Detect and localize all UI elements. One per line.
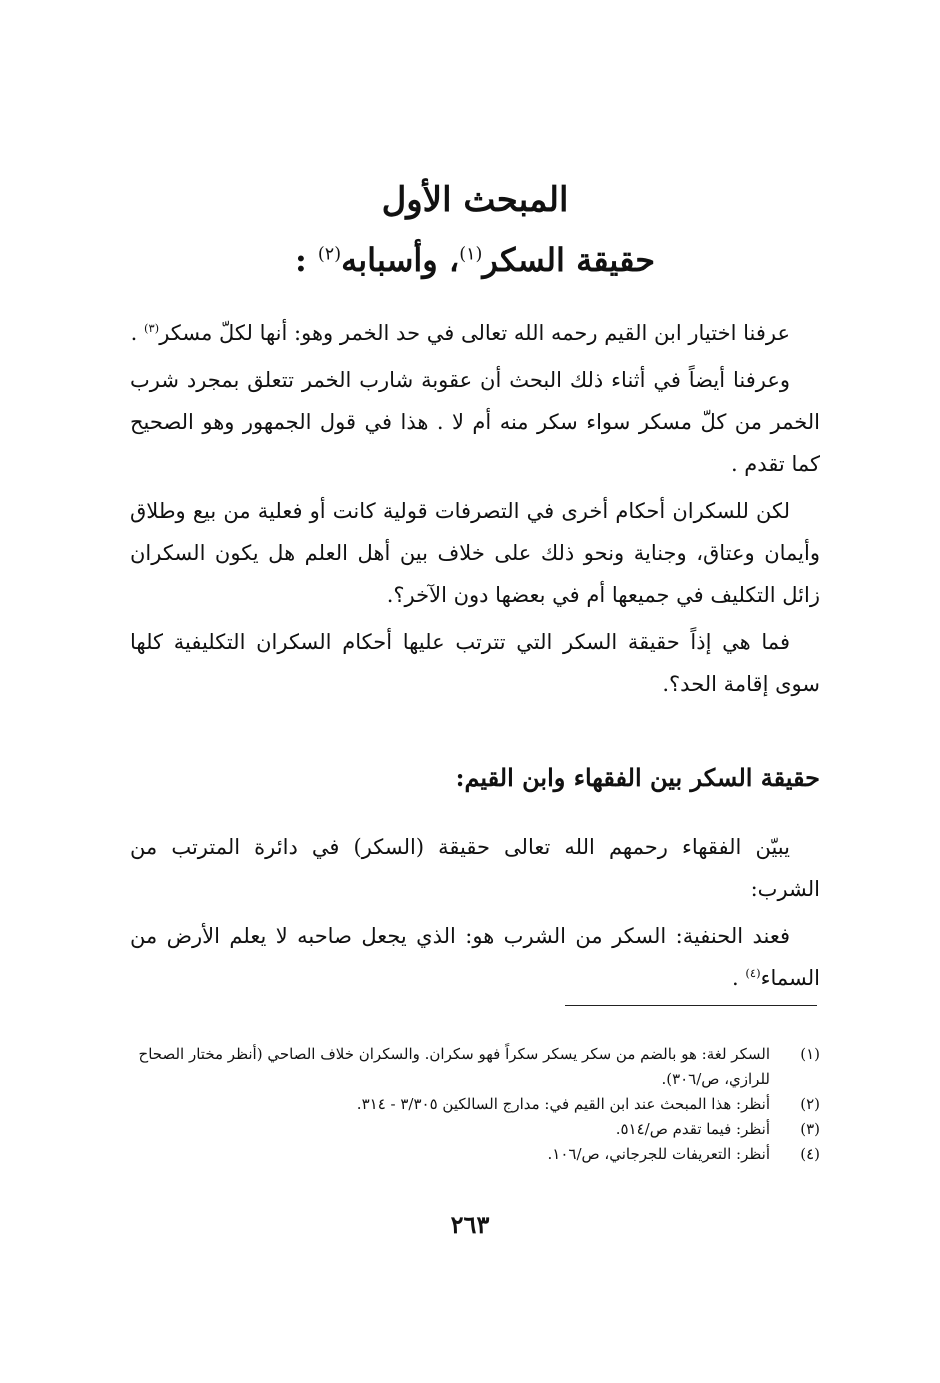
- chapter-title-text: المبحث الأول: [381, 180, 569, 220]
- intro-p1-end: .: [130, 321, 144, 345]
- footnote-text: أنظر: التعريفات للجرجاني، ص/١٠٦.: [547, 1145, 770, 1163]
- footnote-number: (٢): [800, 1095, 820, 1113]
- footnote-ref-4: (٤): [745, 966, 761, 980]
- chapter-subtitle: [130, 236, 820, 284]
- footnote-text: أنظر: فيما تقدم ص/٥١٤.: [615, 1120, 770, 1138]
- section-body: [130, 826, 820, 1004]
- footnote-number: (٣): [800, 1120, 820, 1138]
- footnote-4: [126, 1142, 820, 1167]
- page-number: ٢٦٣: [450, 1210, 490, 1239]
- footnote-text: السكر لغة: هو بالضم من سكر يسكر سكراً فهو سكران. والسكران خلاف الصاحي (أنظر مختار الصحاح للرازي، ص/٣٠٦).: [138, 1045, 770, 1088]
- footnote-text: أنظر: هذا المبحث عند ابن القيم في: مدارج السالكين ٣/٣٠٥ - ٣١٤.: [356, 1095, 770, 1113]
- footnote-number: (١): [800, 1045, 820, 1063]
- footnote-1: [126, 1042, 820, 1092]
- intro-p1-text: عرفنا اختيار ابن القيم رحمه الله تعالى في حد الخمر وهو: أنها لكلّ مسكر: [159, 321, 790, 345]
- section-p2-end: .: [732, 966, 746, 990]
- intro-paragraph-1: [130, 312, 820, 354]
- intro-paragraph-2: وعرفنا أيضاً في أثناء ذلك البحث أن عقوبة شارب الخمر تتعلق بمجرد شرب الخمر من كلّ مسكر سواء سكر منه أم لا . هذا في قول الجمهور وهو الصحيح كما تقدم .: [130, 368, 820, 476]
- footnote-ref-2: (٢): [317, 244, 342, 265]
- section-paragraph-2: [130, 915, 820, 999]
- footnote-number: (٤): [800, 1145, 820, 1163]
- footnote-2: [126, 1092, 820, 1117]
- subtitle-text-part2: ، وأسبابه: [341, 241, 460, 279]
- section-p2-text: فعند الحنفية: السكر من الشرب هو: الذي يجعل صاحبه لا يعلم الأرض من السماء: [130, 924, 820, 990]
- footnote-ref-1: (١): [459, 244, 483, 265]
- footnote-divider: [565, 1005, 817, 1006]
- section-paragraph-1: يبيّن الفقهاء رحمهم الله تعالى حقيقة (السكر) في دائرة المترتب من الشرب:: [130, 835, 820, 901]
- intro-paragraph-3: لكن للسكران أحكام أخرى في التصرفات قولية كانت أو فعلية من بيع وطلاق وأيمان وعتاق، وجناية ونحو ذلك على خلاف بين أهل العلم هل يكون السكران زائل التكليف في جميعها أم في بعضها دون الآخر؟.: [130, 499, 820, 607]
- subtitle-text-part1: حقيقة السكر: [482, 241, 656, 279]
- footnotes: [126, 1042, 820, 1167]
- intro-paragraph-4: فما هي إذاً حقيقة السكر التي تترتب عليها أحكام السكران التكليفية كلها سوى إقامة الحد؟.: [130, 630, 820, 696]
- intro-body: [130, 312, 820, 710]
- section-heading: حقيقة السكر بين الفقهاء وابن القيم:: [455, 763, 820, 792]
- footnote-3: [126, 1117, 820, 1142]
- footnote-ref-3: (٣): [143, 321, 160, 335]
- subtitle-end: :: [294, 241, 318, 279]
- chapter-title: [130, 176, 820, 224]
